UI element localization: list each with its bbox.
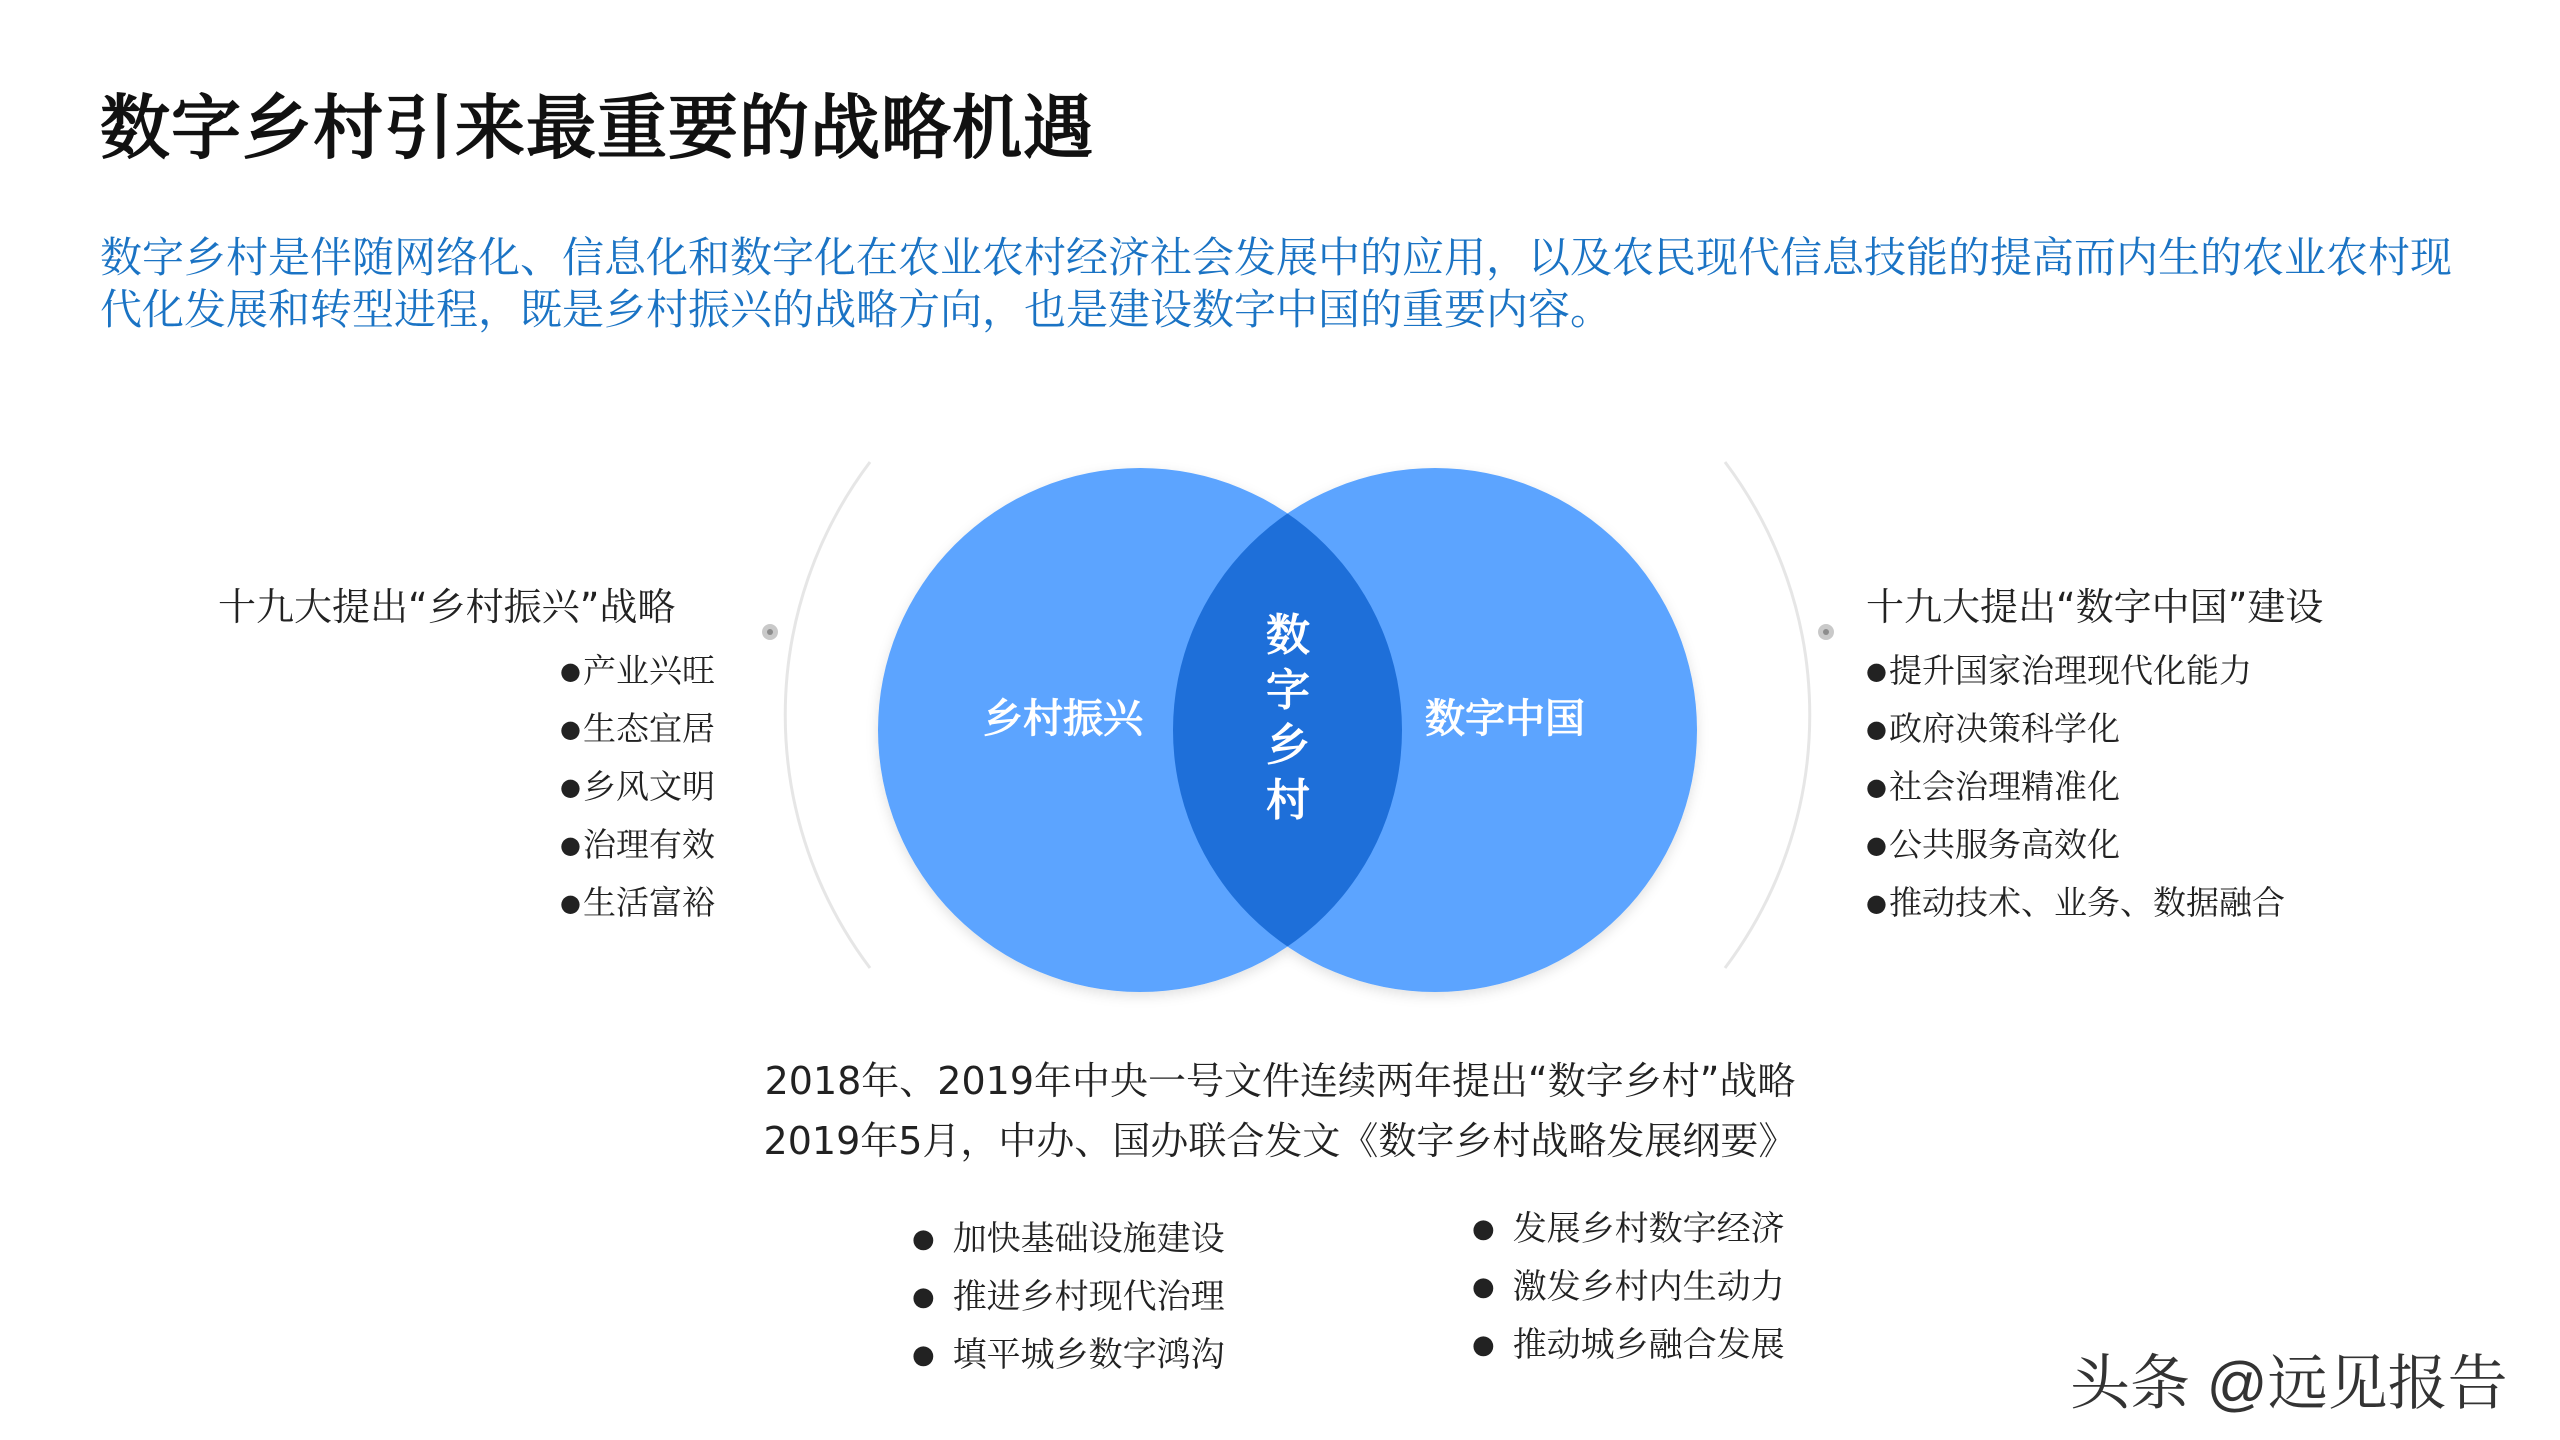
left-decor-arc <box>785 462 870 968</box>
list-item: ● 发展乡村数字经济 <box>1472 1209 1785 1249</box>
left-panel-title: 十九大提出“乡村振兴”战略 <box>218 585 676 629</box>
list-item: ●治理有效 <box>560 825 715 864</box>
center-char: 数 <box>1266 610 1310 661</box>
list-item: ●生态宜居 <box>560 709 715 748</box>
bottom-left-list <box>912 1210 1225 1384</box>
intro-paragraph: 数字乡村是伴随网络化、信息化和数字化在农业农村经济社会发展中的应用，以及农民现代信息技能的提高而内生的农业农村现代化发展和转型进程，既是乡村振兴的战略方向，也是建设数字中国的重要内容。 <box>100 233 2453 334</box>
list-item: ●政府决策科学化 <box>1866 709 2120 748</box>
page-title: 数字乡村引来最重要的战略机遇 <box>100 87 1094 169</box>
list-item: ●提升国家治理现代化能力 <box>1866 651 2252 690</box>
center-char: 字 <box>1266 665 1310 716</box>
list-item: ●乡风文明 <box>560 767 715 806</box>
bottom-line-1: 2018年、2019年中央一号文件连续两年提出“数字乡村”战略 <box>764 1059 1796 1103</box>
center-char: 村 <box>1266 775 1310 826</box>
list-item: ●推动技术、业务、数据融合 <box>1866 883 2285 922</box>
right-circle-label: 数字中国 <box>1425 696 1585 742</box>
bottom-right-list <box>1472 1200 1785 1374</box>
right-panel-title: 十九大提出“数字中国”建设 <box>1866 585 2324 629</box>
list-item: ●产业兴旺 <box>560 651 715 690</box>
list-item: ● 加快基础设施建设 <box>912 1219 1225 1259</box>
list-item: ●生活富裕 <box>560 883 715 922</box>
right-decor-arc <box>1725 462 1810 968</box>
right-panel-list <box>1866 642 2285 932</box>
left-circle-label: 乡村振兴 <box>983 696 1143 742</box>
left-panel-list <box>560 642 715 932</box>
watermark: 头条 @远见报告 <box>2070 1350 2508 1417</box>
center-char: 乡 <box>1266 720 1310 771</box>
list-item: ● 激发乡村内生动力 <box>1472 1267 1785 1307</box>
list-item: ● 推动城乡融合发展 <box>1472 1325 1785 1365</box>
list-item: ●公共服务高效化 <box>1866 825 2120 864</box>
list-item: ●社会治理精准化 <box>1866 767 2120 806</box>
bottom-line-2: 2019年5月，中办、国办联合发文《数字乡村战略发展纲要》 <box>763 1119 1797 1163</box>
list-item: ● 推进乡村现代治理 <box>912 1277 1225 1317</box>
list-item: ● 填平城乡数字鸿沟 <box>912 1335 1225 1375</box>
